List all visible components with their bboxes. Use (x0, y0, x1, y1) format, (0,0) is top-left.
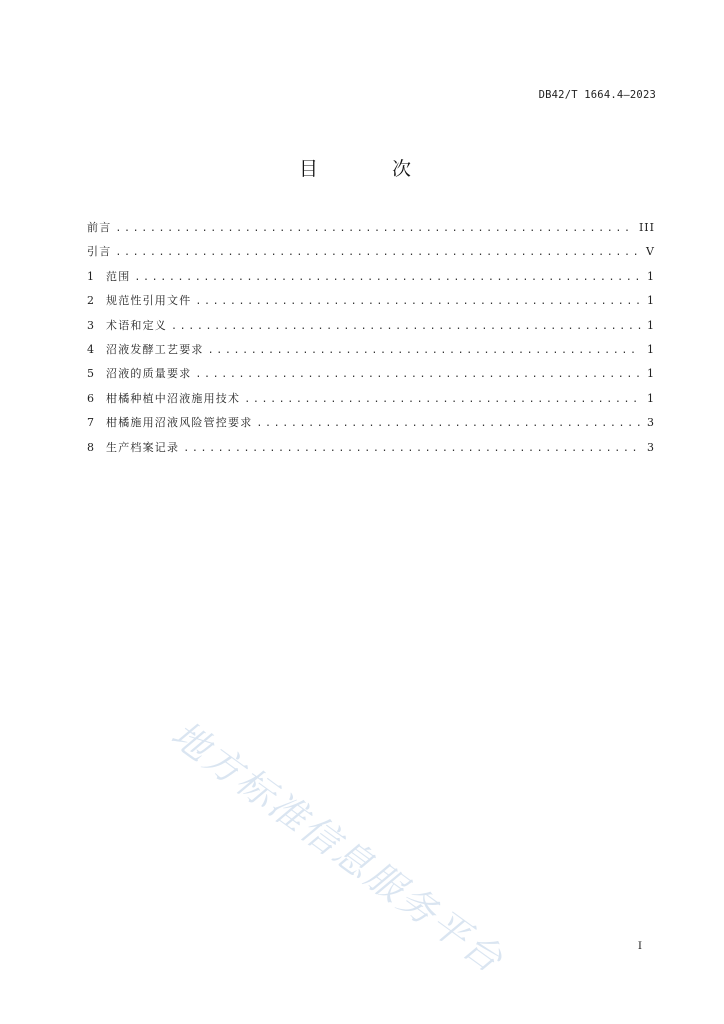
toc-entry-foreword[interactable] (87, 219, 655, 243)
toc-entry-number: 4 (87, 342, 94, 356)
toc-entry-6[interactable] (87, 390, 655, 414)
page-number: I (637, 940, 642, 952)
toc-list (87, 219, 655, 463)
toc-entry-label: 柑橘施用沼液风险管控要求 (106, 416, 253, 430)
toc-entry-1[interactable] (87, 268, 655, 292)
toc-entry-page: 3 (647, 440, 655, 454)
document-code: DB42/T 1664.4—2023 (538, 89, 656, 101)
toc-entry-3[interactable] (87, 317, 655, 341)
toc-entry-page: 1 (647, 294, 655, 308)
toc-entry-label: 沼液发酵工艺要求 (106, 342, 204, 356)
toc-entry-number: 2 (87, 294, 94, 308)
toc-leader-dots (134, 272, 641, 283)
toc-leader-dots (171, 321, 641, 332)
toc-entry-page: III (638, 221, 655, 234)
toc-leader-dots (244, 394, 641, 405)
toc-entry-label: 范围 (106, 269, 131, 283)
toc-entry-5[interactable] (87, 365, 655, 389)
toc-entry-page: 3 (647, 416, 655, 430)
watermark: 地方标准信息服务平台 (163, 712, 513, 983)
toc-leader-dots (208, 345, 641, 356)
toc-leader-dots (256, 418, 641, 429)
toc-entry-page: 1 (647, 318, 655, 332)
toc-entry-2[interactable] (87, 292, 655, 316)
toc-entry-page: 1 (647, 269, 655, 283)
toc-entry-number: 7 (87, 416, 94, 430)
toc-entry-label: 沼液的质量要求 (106, 367, 192, 381)
toc-entry-page: 1 (647, 342, 655, 356)
toc-entry-page: 1 (647, 391, 655, 405)
toc-leader-dots (195, 369, 641, 380)
toc-leader-dots (183, 443, 641, 454)
toc-entry-number: 8 (87, 440, 94, 454)
toc-title: 目 次 (298, 158, 446, 180)
toc-entry-page: V (646, 245, 655, 259)
toc-entry-number: 1 (87, 269, 94, 283)
toc-entry-label: 生产档案记录 (106, 440, 180, 454)
toc-entry-number: 3 (87, 318, 94, 332)
toc-entry-4[interactable] (87, 341, 655, 365)
toc-entry-label: 术语和定义 (106, 318, 167, 332)
toc-leader-dots (115, 247, 640, 258)
toc-entry-number: 5 (87, 367, 94, 381)
toc-entry-7[interactable] (87, 414, 655, 438)
toc-entry-label: 柑橘种植中沼液施用技术 (106, 391, 241, 405)
toc-leader-dots (115, 223, 633, 234)
toc-entry-8[interactable] (87, 439, 655, 463)
toc-entry-label: 前言 (87, 221, 112, 234)
toc-entry-label: 引言 (87, 245, 112, 259)
toc-entry-number: 6 (87, 391, 94, 405)
toc-entry-page: 1 (647, 367, 655, 381)
toc-leader-dots (195, 296, 641, 307)
toc-entry-label: 规范性引用文件 (106, 294, 192, 308)
toc-entry-introduction[interactable] (87, 243, 655, 267)
